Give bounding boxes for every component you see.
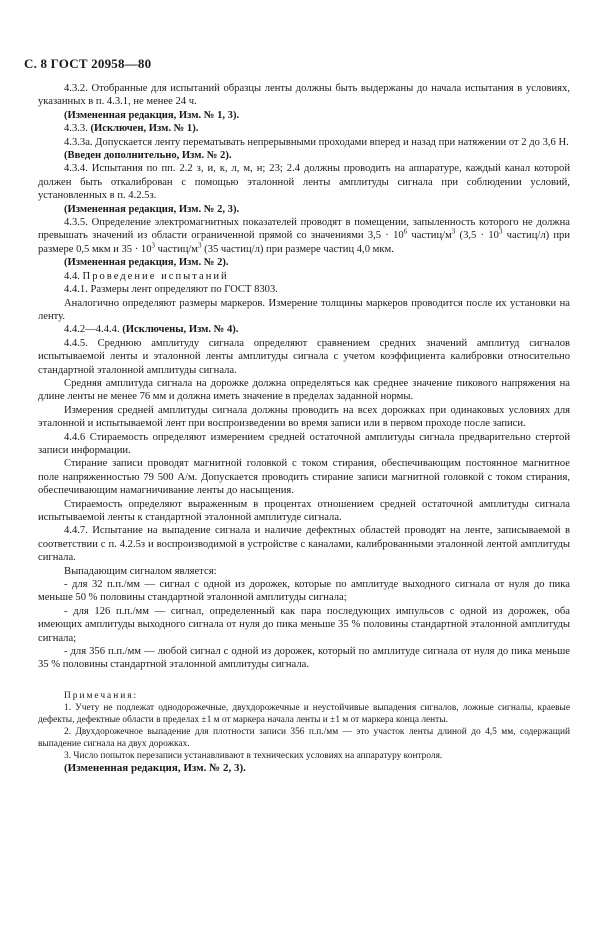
document-body [38,82,570,775]
note-item: 3. Число попыток перезаписи устанавливают в технических условиях на аппаратуру контроля. [64,750,443,761]
paragraph: 4.3.3. (Исключен, Изм. № 1). [64,123,199,135]
paragraph: 4.4. Проведение испытаний [64,270,229,282]
note-item: 1. Учету не подлежат однодорожечные, двухдорожечные и неустойчивые выпадения сигналов, ложные сигналы, краевые дефекты, дефектные области в пределах ±1 м от маркера начала ленты и ±1 м от маркера конца ленты. [38,702,570,725]
paragraph: Стирание записи проводят магнитной головкой с током стирания, обеспечивающим постоянное магнитное поле напряженностью 79 500 А/м. Допускается проводить стирание записи магнитной головкой с током стирания, обеспечивающим намагничивание ленты до насыщения. [38,458,570,497]
paragraph: 4.3.5. Определение электромагнитных показателей проводят в помещении, запыленность которого не должна превышать значений из области ограниченной прямой со значениями $3,5 \cdot 10^6$ частиц/$м^3$ ($3,5 \cdot 10^3$ частиц/л) при размере 0,5 мкм и $35 \cdot 10^3$ частиц/$м^3$ (35 частиц/л) при размере частиц 4,0 мкм. [38,217,571,255]
paragraph: Аналогично определяют размеры маркеров. Измерение толщины маркеров проводится после их установки на ленту. [38,297,570,322]
paragraph: (Измененная редакция, Изм. № 1, 3). [64,109,240,121]
paragraph: 4.3.4. Испытания по пп. 2.2 з, и, к, л, м, н; 23; 2.4 должны проводить на аппаратуре, каждый канал которой должен быть откалиброван с помощью эталонной ленты амплитуды сигнала при соблюдении условий, установленных в п. 4.2.5з. [38,163,570,202]
paragraph: - для 32 п.п./мм — сигнал с одной из дорожек, которые по амплитуде выходного сигнала от нуля до пика меньше 50 % половины стандартной эталонной амплитуды сигнала; [38,579,570,604]
paragraph: 4.4.1. Размеры лент определяют по ГОСТ 8303. [64,284,278,296]
final-amendment: (Измененная редакция, Изм. № 2, 3). [64,761,246,774]
paragraph: - для 126 п.п./мм — сигнал, определенный как пара последующих импульсов с одной из дорожек, оба имеющих амплитуды выходного сигнала от нуля до пика меньше 35 % половины стандартной эталонной амплитуды сигнала; [38,605,570,644]
paragraph: 4.3.3а. Допускается ленту перематывать непрерывными проходами вперед и назад при натяжении от 2 до 3,6 Н. [64,136,569,148]
paragraph: (Измененная редакция, Изм. № 2). [64,257,229,269]
paragraph: 4.4.7. Испытание на выпадение сигнала и наличие дефектных областей проводят на ленте, записываемой в соответствии с п. 4.2.5з и воспроизводимой в устройстве с каналами, калиброванными эталонной лентой амплитуды сигнала. [38,525,570,564]
body-paragraphs [38,82,570,672]
paragraph: - для 356 п.п./мм — любой сигнал с одной из дорожек, который по амплитуде сигнала от нуля до пика меньше 35 % половины стандартной эталонной амплитуды сигнала. [38,646,570,671]
paragraph: Средняя амплитуда сигнала на дорожке должна определяться как среднее значение пикового напряжения на длине ленты не менее 76 мм и должна иметь значение в пределах заданной нормы. [38,377,570,403]
paragraph: Стираемость определяют выраженным в процентах отношением средней остаточной амплитуды сигнала испытываемой ленты к стандартной эталонной амплитуде сигнала. [38,498,570,523]
paragraph: 4.4.5. Среднюю амплитуду сигнала определяют сравнением средних значений амплитуд сигналов испытываемой ленты и эталонной ленты амплитуды сигнала с учетом коэффициента калибровки относительно стандартной эталонной амплитуды сигнала. [38,337,570,376]
paragraph: 4.4.2—4.4.4. (Исключены, Изм. № 4). [64,324,239,336]
notes-section [38,690,570,762]
paragraph: Измерения средней амплитуды сигнала должны проводить на всех дорожках при одинаковых условиях для эталонной и испытываемой лент при воспроизведении во время записи или в первом проходе после записи. [38,404,570,430]
note-item: Примечания: [64,690,139,701]
paragraph: (Измененная редакция, Изм. № 2, 3). [64,203,240,215]
paragraph: 4.3.2. Отобранные для испытаний образцы ленты должны быть выдержаны до начала испытания в условиях, указанных в п. 4.3.1, не менее 24 ч. [38,83,570,108]
note-item: 2. Двухдорожечное выпадение для плотности записи 356 п.п./мм — это участок ленты длиной до 4,5 мм, содержащий выпадение сигнала на двух дорожках. [38,726,570,749]
paragraph: Выпадающим сигналом является: [64,565,217,577]
page-header: С. 8 ГОСТ 20958—80 [24,56,152,71]
paragraph: 4.4.6 Стираемость определяют измерением средней остаточной амплитуды сигнала предварительно стертой записи информации. [38,431,570,456]
paragraph: (Введен дополнительно, Изм. № 2). [64,150,232,162]
